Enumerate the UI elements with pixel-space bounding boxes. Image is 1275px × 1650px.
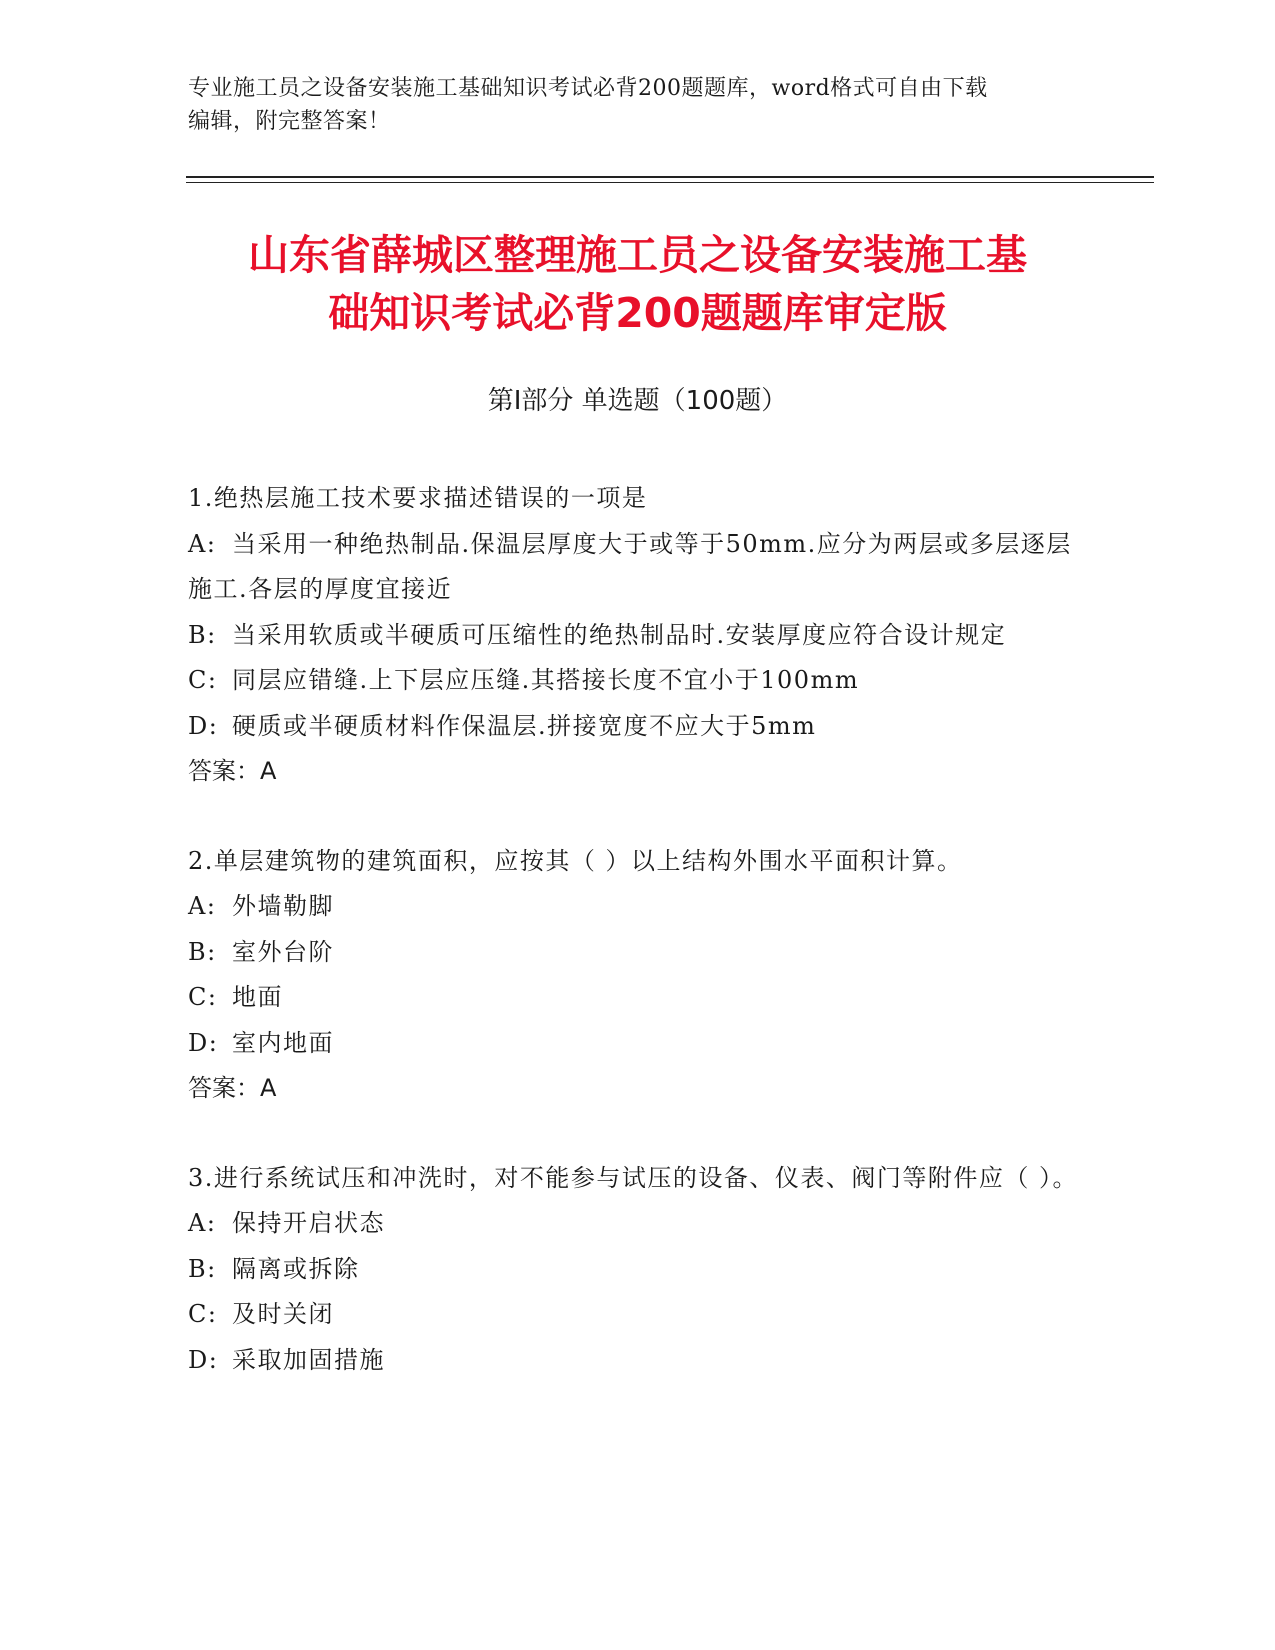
- option-letter: C:: [188, 983, 218, 1011]
- option-letter: A:: [188, 892, 217, 920]
- option-text: 室外台阶: [232, 937, 334, 966]
- option-c: [188, 975, 1088, 1021]
- question-1: [188, 476, 1088, 795]
- question-stem: 3.进行系统试压和冲洗时，对不能参与试压的设备、仪表、阀门等附件应（ ）。: [188, 1163, 1079, 1192]
- option-b: [188, 1247, 1088, 1293]
- question-stem: 2.单层建筑物的建筑面积，应按其（ ）以上结构外围水平面积计算。: [188, 846, 963, 875]
- option-letter: B:: [188, 1254, 217, 1283]
- question-2: [188, 839, 1088, 1112]
- option-letter: A:: [188, 529, 217, 558]
- option-a: [188, 1201, 1088, 1247]
- option-text: 保持开启状态: [232, 1209, 385, 1237]
- option-letter: D:: [188, 1345, 219, 1374]
- option-letter: A:: [188, 1209, 217, 1237]
- section-title: 第I部分 单选题（100题）: [487, 386, 788, 416]
- option-b: [188, 613, 1088, 659]
- document-title: [160, 226, 1115, 342]
- header-note: [188, 72, 1068, 138]
- option-text: 隔离或拆除: [232, 1254, 360, 1283]
- option-text: 硬质或半硬质材料作保温层.拼接宽度不应大于5mm: [232, 711, 817, 740]
- header-note-line1: 专业施工员之设备安装施工基础知识考试必背200题题库，word格式可自由下载: [188, 76, 988, 101]
- question-stem: 1.绝热层施工技术要求描述错误的一项是: [188, 484, 648, 512]
- option-c: [188, 658, 1088, 704]
- header-note-line2: 编辑，附完整答案！: [188, 109, 391, 134]
- option-text: 室内地面: [232, 1028, 334, 1057]
- option-text: 同层应错缝.上下层应压缝.其搭接长度不宜小于100mm: [232, 666, 860, 694]
- document-title-line1: 山东省薛城区整理施工员之设备安装施工基: [248, 231, 1027, 279]
- option-text: 及时关闭: [232, 1300, 334, 1328]
- option-text: 当采用软质或半硬质可压缩性的绝热制品时.安装厚度应符合设计规定: [232, 620, 1007, 649]
- option-letter: C:: [188, 666, 218, 694]
- question-3: [188, 1156, 1088, 1384]
- header-divider-thick: [186, 176, 1154, 178]
- option-a: [188, 522, 1088, 613]
- option-b: [188, 930, 1088, 976]
- option-letter: D:: [188, 1028, 219, 1057]
- option-letter: C:: [188, 1300, 218, 1328]
- option-text: 外墙勒脚: [232, 892, 334, 920]
- option-d: [188, 1021, 1088, 1067]
- answer-line: 答案：A: [188, 757, 277, 785]
- header-divider-thin: [186, 182, 1154, 183]
- document-title-line2: 础知识考试必背200题题库审定版: [328, 289, 947, 337]
- option-text: 采取加固措施: [232, 1345, 385, 1374]
- option-d: [188, 704, 1088, 750]
- option-letter: D:: [188, 711, 219, 740]
- option-text: 当采用一种绝热制品.保温层厚度大于或等于50mm.应分为两层或多层逐层施工.各层的厚度宜接近: [188, 529, 1072, 603]
- option-a: [188, 884, 1088, 930]
- option-d: [188, 1338, 1088, 1384]
- option-c: [188, 1292, 1088, 1338]
- question-list: [188, 476, 1088, 1427]
- option-text: 地面: [232, 983, 283, 1011]
- option-letter: B:: [188, 620, 217, 649]
- answer-line: 答案：A: [188, 1074, 277, 1102]
- option-letter: B:: [188, 937, 217, 966]
